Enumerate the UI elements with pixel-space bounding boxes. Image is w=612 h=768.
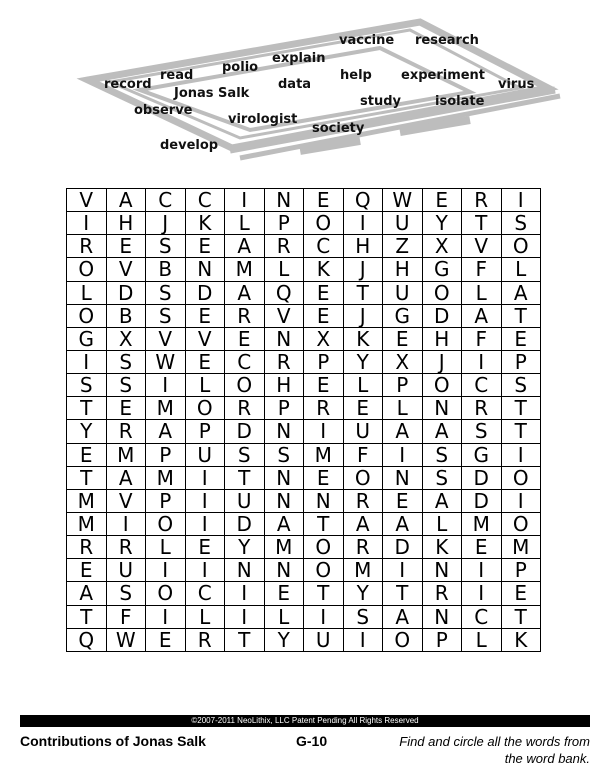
grid-cell[interactable]: U	[304, 628, 344, 651]
grid-cell[interactable]: A	[106, 466, 146, 489]
grid-cell[interactable]: N	[225, 559, 265, 582]
grid-cell[interactable]: M	[146, 397, 186, 420]
grid-cell[interactable]: E	[501, 582, 541, 605]
grid-cell[interactable]: R	[462, 189, 502, 212]
bank-word: Jonas Salk	[174, 86, 250, 101]
grid-row	[67, 605, 541, 628]
grid-cell[interactable]: V	[462, 235, 502, 258]
grid-cell[interactable]: J	[422, 350, 462, 373]
grid-cell[interactable]: C	[225, 350, 265, 373]
grid-cell[interactable]: O	[304, 559, 344, 582]
grid-cell[interactable]: A	[501, 281, 541, 304]
grid-cell[interactable]: O	[67, 258, 107, 281]
grid-cell[interactable]: I	[343, 628, 383, 651]
grid-cell[interactable]: K	[185, 212, 225, 235]
grid-cell[interactable]: X	[106, 327, 146, 350]
grid-cell[interactable]: C	[185, 189, 225, 212]
grid-row	[67, 559, 541, 582]
grid-cell[interactable]: M	[501, 536, 541, 559]
grid-cell[interactable]: T	[225, 466, 265, 489]
grid-cell[interactable]: P	[264, 212, 304, 235]
grid-cell[interactable]: E	[146, 628, 186, 651]
grid-cell[interactable]: J	[343, 304, 383, 327]
grid-cell[interactable]: T	[383, 582, 423, 605]
grid-cell[interactable]: E	[67, 559, 107, 582]
grid-cell[interactable]: I	[225, 189, 265, 212]
bank-word: polio	[222, 60, 259, 75]
grid-row	[67, 374, 541, 397]
grid-cell[interactable]: E	[264, 582, 304, 605]
grid-cell[interactable]: E	[422, 189, 462, 212]
grid-cell[interactable]: L	[462, 281, 502, 304]
grid-cell[interactable]: H	[422, 327, 462, 350]
grid-cell[interactable]: S	[462, 420, 502, 443]
grid-cell[interactable]: A	[67, 582, 107, 605]
grid-cell[interactable]: O	[422, 374, 462, 397]
grid-cell[interactable]: I	[225, 605, 265, 628]
grid-cell[interactable]: I	[501, 189, 541, 212]
grid-cell[interactable]: O	[185, 397, 225, 420]
grid-cell[interactable]: J	[343, 258, 383, 281]
bank-word: experiment	[401, 68, 486, 83]
grid-cell[interactable]: I	[462, 559, 502, 582]
grid-cell[interactable]: N	[264, 466, 304, 489]
grid-cell[interactable]: O	[146, 512, 186, 535]
grid-cell[interactable]: T	[501, 304, 541, 327]
grid-cell[interactable]: A	[106, 189, 146, 212]
grid-cell[interactable]: H	[264, 374, 304, 397]
grid-row	[67, 281, 541, 304]
grid-cell[interactable]: I	[501, 443, 541, 466]
grid-cell[interactable]: P	[501, 559, 541, 582]
grid-cell[interactable]: S	[146, 304, 186, 327]
grid-cell[interactable]: T	[304, 512, 344, 535]
grid-cell[interactable]: N	[264, 489, 304, 512]
grid-cell[interactable]: K	[422, 536, 462, 559]
grid-cell[interactable]: E	[343, 397, 383, 420]
bank-word: research	[415, 33, 479, 48]
grid-cell[interactable]: A	[225, 235, 265, 258]
grid-cell[interactable]: E	[106, 235, 146, 258]
grid-row	[67, 327, 541, 350]
grid-cell[interactable]: U	[383, 281, 423, 304]
grid-cell[interactable]: R	[422, 582, 462, 605]
grid-cell[interactable]: W	[106, 628, 146, 651]
grid-cell[interactable]: T	[501, 420, 541, 443]
grid-cell[interactable]: S	[106, 374, 146, 397]
grid-cell[interactable]: O	[501, 466, 541, 489]
grid-cell[interactable]: Q	[67, 628, 107, 651]
grid-cell[interactable]: N	[185, 258, 225, 281]
grid-cell[interactable]: R	[304, 397, 344, 420]
grid-cell[interactable]: S	[67, 374, 107, 397]
grid-cell[interactable]: R	[264, 350, 304, 373]
grid-cell[interactable]: A	[383, 512, 423, 535]
grid-cell[interactable]: N	[422, 605, 462, 628]
grid-cell[interactable]: J	[146, 212, 186, 235]
grid-cell[interactable]: D	[185, 281, 225, 304]
grid-cell[interactable]: N	[264, 420, 304, 443]
grid-cell[interactable]: I	[304, 420, 344, 443]
grid-row	[67, 512, 541, 535]
grid-cell[interactable]: E	[185, 304, 225, 327]
grid-cell[interactable]: X	[304, 327, 344, 350]
grid-cell[interactable]: C	[462, 374, 502, 397]
grid-cell[interactable]: G	[422, 258, 462, 281]
bank-word: record	[104, 77, 152, 92]
grid-cell[interactable]: D	[225, 420, 265, 443]
grid-cell[interactable]: X	[383, 350, 423, 373]
grid-cell[interactable]: R	[225, 304, 265, 327]
grid-cell[interactable]: Q	[343, 189, 383, 212]
grid-cell[interactable]: L	[343, 374, 383, 397]
copyright-bar: ©2007-2011 NeoLithix, LLC Patent Pending All Rights Reserved	[20, 715, 590, 727]
grid-cell[interactable]: C	[185, 582, 225, 605]
grid-cell[interactable]: D	[462, 489, 502, 512]
grid-cell[interactable]: D	[383, 536, 423, 559]
grid-row	[67, 582, 541, 605]
grid-cell[interactable]: H	[383, 258, 423, 281]
grid-cell[interactable]: O	[501, 235, 541, 258]
letter-grid	[66, 188, 541, 652]
grid-cell[interactable]: I	[501, 489, 541, 512]
bank-word: virologist	[228, 112, 298, 127]
grid-row	[67, 489, 541, 512]
grid-cell[interactable]: H	[343, 235, 383, 258]
grid-cell[interactable]: E	[501, 327, 541, 350]
grid-cell[interactable]: M	[146, 466, 186, 489]
grid-row	[67, 189, 541, 212]
instructions: Find and circle all the words from the word bank.	[399, 734, 590, 766]
grid-cell[interactable]: E	[304, 374, 344, 397]
grid-cell[interactable]: S	[501, 374, 541, 397]
grid-cell[interactable]: Z	[383, 235, 423, 258]
grid-cell[interactable]: P	[146, 443, 186, 466]
grid-row	[67, 304, 541, 327]
grid-cell[interactable]: P	[501, 350, 541, 373]
grid-cell[interactable]: R	[67, 235, 107, 258]
grid-cell[interactable]: O	[422, 281, 462, 304]
grid-cell[interactable]: M	[225, 258, 265, 281]
grid-row	[67, 258, 541, 281]
grid-cell[interactable]: M	[106, 443, 146, 466]
grid-cell[interactable]: T	[225, 628, 265, 651]
grid-cell[interactable]: S	[106, 350, 146, 373]
grid-cell[interactable]: R	[225, 397, 265, 420]
grid-cell[interactable]: V	[264, 304, 304, 327]
grid-cell[interactable]: T	[67, 466, 107, 489]
grid-cell[interactable]: U	[225, 489, 265, 512]
grid-cell[interactable]: S	[146, 281, 186, 304]
grid-cell[interactable]: T	[501, 605, 541, 628]
grid-cell[interactable]: A	[462, 304, 502, 327]
grid-cell[interactable]: V	[67, 189, 107, 212]
grid-cell[interactable]: I	[146, 605, 186, 628]
grid-cell[interactable]: E	[383, 327, 423, 350]
grid-cell[interactable]: V	[185, 327, 225, 350]
grid-cell[interactable]: W	[383, 189, 423, 212]
grid-cell[interactable]: N	[422, 559, 462, 582]
grid-cell[interactable]: D	[422, 304, 462, 327]
grid-row	[67, 212, 541, 235]
grid-cell[interactable]: O	[383, 628, 423, 651]
grid-cell[interactable]: S	[422, 466, 462, 489]
grid-cell[interactable]: A	[383, 605, 423, 628]
grid-cell[interactable]: C	[146, 189, 186, 212]
grid-cell[interactable]: I	[462, 350, 502, 373]
grid-cell[interactable]: I	[225, 582, 265, 605]
grid-cell[interactable]: S	[422, 443, 462, 466]
grid-cell[interactable]: E	[462, 536, 502, 559]
grid-cell[interactable]: B	[106, 304, 146, 327]
grid-cell[interactable]: D	[225, 512, 265, 535]
grid-cell[interactable]: O	[501, 512, 541, 535]
grid-cell[interactable]: Y	[343, 582, 383, 605]
grid-cell[interactable]: L	[501, 258, 541, 281]
grid-cell[interactable]: Y	[225, 536, 265, 559]
grid-cell[interactable]: I	[185, 466, 225, 489]
grid-cell[interactable]: R	[343, 489, 383, 512]
grid-cell[interactable]: A	[383, 420, 423, 443]
grid-cell[interactable]: P	[422, 628, 462, 651]
grid-cell[interactable]: N	[304, 489, 344, 512]
grid-cell[interactable]: T	[304, 582, 344, 605]
grid-cell[interactable]: X	[422, 235, 462, 258]
grid-row	[67, 350, 541, 373]
bank-word: explain	[272, 51, 326, 66]
grid-cell[interactable]: V	[106, 258, 146, 281]
grid-cell[interactable]: T	[501, 397, 541, 420]
bank-word: data	[278, 77, 312, 92]
grid-cell[interactable]: R	[106, 536, 146, 559]
grid-cell[interactable]: L	[462, 628, 502, 651]
grid-cell[interactable]: U	[106, 559, 146, 582]
grid-cell[interactable]: N	[264, 327, 304, 350]
grid-cell[interactable]: N	[264, 559, 304, 582]
grid-cell[interactable]: L	[422, 512, 462, 535]
grid-cell[interactable]: V	[106, 489, 146, 512]
grid-cell[interactable]: I	[67, 350, 107, 373]
grid-cell[interactable]: Y	[343, 350, 383, 373]
grid-cell[interactable]: Y	[422, 212, 462, 235]
grid-cell[interactable]: Y	[264, 628, 304, 651]
grid-cell[interactable]: F	[106, 605, 146, 628]
grid-cell[interactable]: H	[106, 212, 146, 235]
grid-cell[interactable]: U	[185, 443, 225, 466]
grid-row	[67, 536, 541, 559]
grid-cell[interactable]: P	[185, 420, 225, 443]
grid-cell[interactable]: A	[343, 512, 383, 535]
grid-cell[interactable]: I	[185, 512, 225, 535]
grid-cell[interactable]: R	[106, 420, 146, 443]
grid-row	[67, 235, 541, 258]
grid-cell[interactable]: S	[264, 443, 304, 466]
grid-cell[interactable]: K	[343, 327, 383, 350]
grid-cell[interactable]: R	[264, 235, 304, 258]
grid-cell[interactable]: U	[383, 212, 423, 235]
grid-cell[interactable]: D	[462, 466, 502, 489]
grid-cell[interactable]: E	[185, 536, 225, 559]
grid-cell[interactable]: S	[106, 582, 146, 605]
grid-cell[interactable]: F	[462, 327, 502, 350]
grid-cell[interactable]: E	[304, 189, 344, 212]
grid-cell[interactable]: R	[185, 628, 225, 651]
grid-cell[interactable]: V	[146, 327, 186, 350]
grid-cell[interactable]: M	[67, 489, 107, 512]
grid-cell[interactable]: C	[462, 605, 502, 628]
grid-cell[interactable]: G	[67, 327, 107, 350]
grid-cell[interactable]: U	[343, 420, 383, 443]
grid-cell[interactable]: A	[146, 420, 186, 443]
grid-cell[interactable]: S	[343, 605, 383, 628]
bank-word: isolate	[435, 94, 485, 109]
grid-cell[interactable]: A	[422, 420, 462, 443]
grid-cell[interactable]: I	[185, 559, 225, 582]
grid-cell[interactable]: K	[304, 258, 344, 281]
grid-cell[interactable]: G	[462, 443, 502, 466]
grid-cell[interactable]: P	[146, 489, 186, 512]
bank-word: vaccine	[339, 33, 395, 48]
grid-cell[interactable]: R	[67, 536, 107, 559]
grid-cell[interactable]: I	[383, 559, 423, 582]
grid-cell[interactable]: E	[185, 235, 225, 258]
page-code: G-10	[296, 733, 328, 749]
grid-cell[interactable]: E	[304, 304, 344, 327]
grid-cell[interactable]: P	[304, 350, 344, 373]
grid-cell[interactable]: T	[462, 212, 502, 235]
grid-cell[interactable]: I	[106, 512, 146, 535]
grid-cell[interactable]: E	[304, 281, 344, 304]
bank-word: society	[312, 121, 365, 136]
grid-cell[interactable]: I	[146, 559, 186, 582]
grid-cell[interactable]: E	[383, 489, 423, 512]
grid-cell[interactable]: M	[304, 443, 344, 466]
grid-cell[interactable]: S	[225, 443, 265, 466]
grid-cell[interactable]: S	[501, 212, 541, 235]
grid-cell[interactable]: I	[343, 212, 383, 235]
grid-cell[interactable]: R	[462, 397, 502, 420]
grid-row	[67, 443, 541, 466]
grid-cell[interactable]: A	[264, 512, 304, 535]
grid-cell[interactable]: F	[462, 258, 502, 281]
grid-cell[interactable]: N	[422, 397, 462, 420]
grid-cell[interactable]: L	[264, 605, 304, 628]
grid-cell[interactable]: O	[304, 536, 344, 559]
grid-cell[interactable]: L	[146, 536, 186, 559]
grid-cell[interactable]: R	[343, 536, 383, 559]
grid-row	[67, 420, 541, 443]
grid-cell[interactable]: D	[106, 281, 146, 304]
page-title: Contributions of Jonas Salk	[20, 733, 206, 749]
bank-word: virus	[498, 77, 535, 92]
grid-cell[interactable]: M	[343, 559, 383, 582]
grid-cell[interactable]: O	[67, 304, 107, 327]
grid-cell[interactable]: I	[304, 605, 344, 628]
grid-cell[interactable]: E	[304, 466, 344, 489]
grid-cell[interactable]: M	[264, 536, 304, 559]
grid-cell[interactable]: O	[304, 212, 344, 235]
grid-cell[interactable]: O	[225, 374, 265, 397]
grid-cell[interactable]: T	[67, 605, 107, 628]
grid-cell[interactable]: I	[462, 582, 502, 605]
bank-word: observe	[134, 103, 193, 118]
grid-cell[interactable]: I	[146, 374, 186, 397]
grid-cell[interactable]: L	[264, 258, 304, 281]
grid-cell[interactable]: S	[146, 235, 186, 258]
grid-cell[interactable]: I	[383, 443, 423, 466]
bank-word: help	[340, 68, 372, 83]
grid-cell[interactable]: W	[146, 350, 186, 373]
grid-cell[interactable]: E	[67, 443, 107, 466]
grid-cell[interactable]: B	[146, 258, 186, 281]
grid-cell[interactable]: Y	[67, 420, 107, 443]
grid-row	[67, 628, 541, 651]
grid-cell[interactable]: L	[67, 281, 107, 304]
bank-word: develop	[160, 138, 219, 153]
grid-cell[interactable]: F	[343, 443, 383, 466]
grid-cell[interactable]: T	[343, 281, 383, 304]
grid-cell[interactable]: E	[185, 350, 225, 373]
grid-cell[interactable]: O	[146, 582, 186, 605]
grid-cell[interactable]: A	[225, 281, 265, 304]
grid-cell[interactable]: C	[304, 235, 344, 258]
bank-word: study	[360, 94, 401, 109]
grid-cell[interactable]: E	[106, 397, 146, 420]
grid-cell[interactable]: I	[185, 489, 225, 512]
grid-cell[interactable]: M	[462, 512, 502, 535]
grid-cell[interactable]: L	[225, 212, 265, 235]
word-bank	[0, 0, 612, 175]
grid-cell[interactable]: K	[501, 628, 541, 651]
grid-cell[interactable]: G	[383, 304, 423, 327]
grid-row	[67, 397, 541, 420]
grid-cell[interactable]: N	[383, 466, 423, 489]
grid-cell[interactable]: N	[264, 189, 304, 212]
grid-cell[interactable]: P	[383, 374, 423, 397]
grid-row	[67, 466, 541, 489]
grid-cell[interactable]: M	[67, 512, 107, 535]
bank-word: read	[160, 68, 194, 83]
grid-cell[interactable]: L	[383, 397, 423, 420]
grid-cell[interactable]: A	[422, 489, 462, 512]
grid-cell[interactable]: L	[185, 374, 225, 397]
grid-cell[interactable]: T	[67, 397, 107, 420]
grid-cell[interactable]: Q	[264, 281, 304, 304]
grid-cell[interactable]: L	[185, 605, 225, 628]
grid-cell[interactable]: P	[264, 397, 304, 420]
grid-cell[interactable]: E	[225, 327, 265, 350]
grid-cell[interactable]: I	[67, 212, 107, 235]
grid-cell[interactable]: O	[343, 466, 383, 489]
